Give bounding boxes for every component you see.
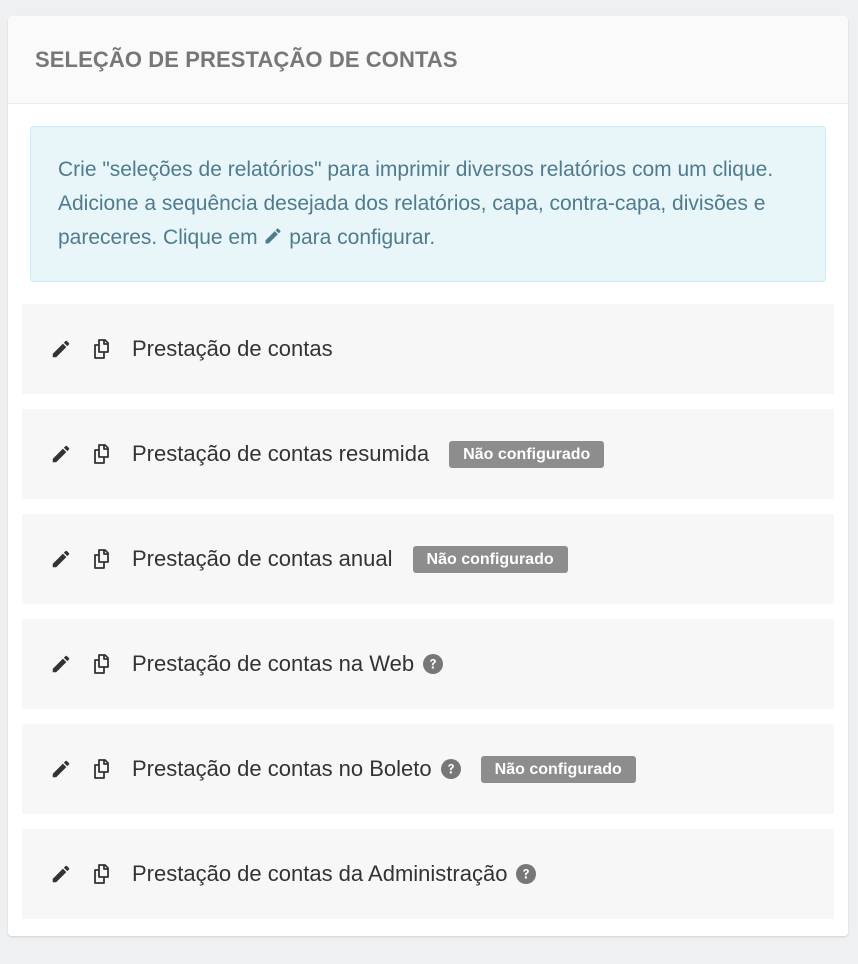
selection-list: [22, 304, 834, 919]
pencil-icon: [50, 863, 72, 885]
status-badge: Não configurado: [481, 756, 636, 783]
pencil-icon: [50, 758, 72, 780]
panel-title: SELEÇÃO DE PRESTAÇÃO DE CONTAS: [35, 46, 458, 72]
list-item: [22, 829, 834, 919]
selection-label[interactable]: Prestação de contas da Administração: [132, 861, 508, 886]
panel-header: [8, 16, 848, 104]
status-badge: Não configurado: [449, 441, 604, 468]
info-text-start: Crie "seleções de relatórios" para imprimir diversos relatórios com um clique. Adicione a sequência desejada dos relatórios, capa, contra-capa, divisões e pareceres. Clique em: [58, 158, 774, 249]
copy-icon: [90, 757, 114, 781]
duplicate-button[interactable]: [89, 756, 115, 782]
selection-panel: [8, 16, 848, 936]
question-circle-icon[interactable]: [441, 759, 461, 779]
selection-label[interactable]: Prestação de contas resumida: [132, 441, 430, 466]
info-alert: [30, 126, 826, 282]
list-item: [22, 409, 834, 499]
edit-button[interactable]: [49, 547, 73, 571]
duplicate-button[interactable]: [89, 651, 115, 677]
pencil-icon: [50, 443, 72, 465]
edit-button[interactable]: [49, 652, 73, 676]
duplicate-button[interactable]: [89, 336, 115, 362]
list-item: [22, 619, 834, 709]
duplicate-button[interactable]: [89, 546, 115, 572]
question-circle-icon[interactable]: [516, 864, 536, 884]
list-item: [22, 514, 834, 604]
duplicate-button[interactable]: [89, 441, 115, 467]
list-item: [22, 724, 834, 814]
selection-label[interactable]: Prestação de contas: [132, 336, 333, 361]
pencil-icon: [50, 653, 72, 675]
list-item: [22, 304, 834, 394]
status-badge: Não configurado: [413, 546, 568, 573]
pencil-icon: [263, 223, 283, 257]
copy-icon: [90, 442, 114, 466]
edit-button[interactable]: [49, 442, 73, 466]
question-circle-icon[interactable]: [423, 654, 443, 674]
duplicate-button[interactable]: [89, 861, 115, 887]
edit-button[interactable]: [49, 862, 73, 886]
selection-label[interactable]: Prestação de contas anual: [132, 546, 393, 571]
copy-icon: [90, 862, 114, 886]
selection-label[interactable]: Prestação de contas na Web: [132, 651, 415, 676]
copy-icon: [90, 337, 114, 361]
selection-label[interactable]: Prestação de contas no Boleto: [132, 756, 432, 781]
copy-icon: [90, 652, 114, 676]
edit-button[interactable]: [49, 757, 73, 781]
copy-icon: [90, 547, 114, 571]
pencil-icon: [50, 338, 72, 360]
info-text-end: para configurar.: [283, 226, 436, 249]
pencil-icon: [50, 548, 72, 570]
edit-button[interactable]: [49, 337, 73, 361]
